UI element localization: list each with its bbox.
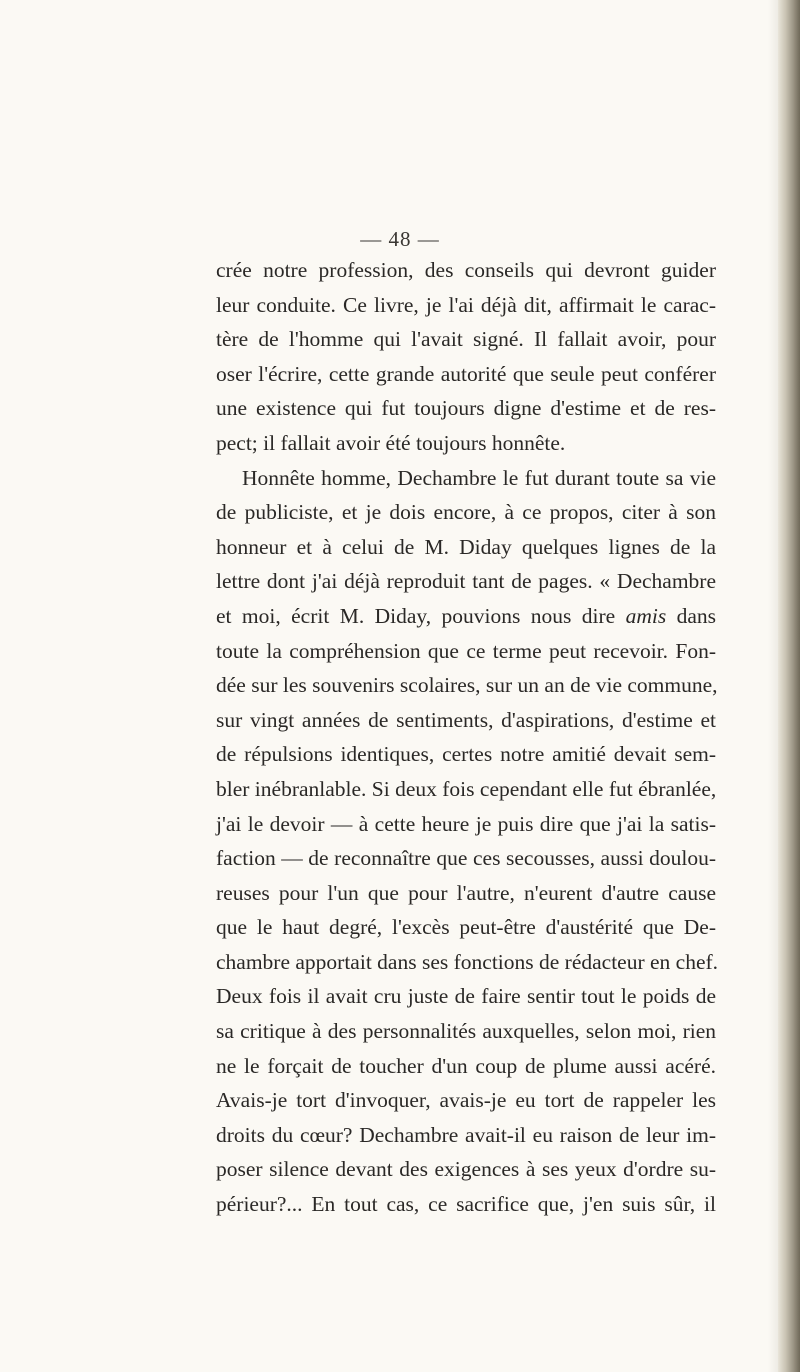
paragraph-start-line: Honnête homme, Dechambre le fut durant toute sa vie [242,465,716,490]
page-edge [778,0,800,1372]
text-line: bler inébranlable. Si deux fois cependant elle fut ébranlée, [216,776,717,801]
text-line: sa critique à des personnalités auxquelles, selon moi, rien [216,1019,716,1044]
text-line: ne le forçait de toucher d'un coup de plume aussi acéré. [216,1053,716,1078]
emphasis-word: amis [625,603,667,628]
text-line: sur vingt années de sentiments, d'aspirations, d'estime et [216,707,716,732]
text-line: Deux fois il avait cru juste de faire sentir tout le poids de [216,984,716,1009]
body-text [216,253,719,1222]
text-line: que le haut degré, l'excès peut-être d'austérité que De- [216,915,716,940]
text-line: de répulsions identiques, certes notre amitié devait sem- [216,742,716,767]
page-number: — 48 — [360,227,440,251]
text-line: faction — de reconnaître que ces secousses, aussi doulou- [216,846,716,871]
text-line: dée sur les souvenirs scolaires, sur un an de vie commune, [216,673,718,698]
text-line: oser l'écrire, cette grande autorité que seule peut conférer [216,361,716,386]
text-line: pect; il fallait avoir été toujours honnête. [216,430,566,455]
text-line: honneur et à celui de M. Diday quelques lignes de la [216,534,716,559]
text-line: droits du cœur? Dechambre avait-il eu raison de leur im- [216,1122,716,1147]
text-line: chambre apportait dans ses fonctions de rédacteur en chef. [216,949,719,974]
text-line: leur conduite. Ce livre, je l'ai déjà dit, affirmait le carac- [216,292,716,317]
text-line: tère de l'homme qui l'avait signé. Il fallait avoir, pour [216,327,716,352]
text-line: lettre dont j'ai déjà reproduit tant de pages. « Dechambre [216,569,716,594]
text-line: toute la compréhension que ce terme peut recevoir. Fon- [216,638,716,663]
text-line: une existence qui fut toujours digne d'estime et de res- [216,396,716,421]
text-line: reuses pour l'un que pour l'autre, n'eurent d'autre cause [216,880,716,905]
text-line: et moi, écrit M. Diday, pouvions nous dire amis dans [216,603,716,628]
text-line: j'ai le devoir — à cette heure je puis dire que j'ai la satis- [216,811,716,836]
text-line: poser silence devant des exigences à ses yeux d'ordre su- [216,1157,716,1182]
page-gutter-shadow [768,0,778,1372]
text-line: crée notre profession, des conseils qui devront guider [216,258,716,282]
text-line: Avais-je tort d'invoquer, avais-je eu tort de rappeler les [216,1088,716,1113]
text-line: de publiciste, et je dois encore, à ce propos, citer à son [216,500,716,525]
text-line: périeur?... En tout cas, ce sacrifice que, j'en suis sûr, il [216,1192,716,1217]
